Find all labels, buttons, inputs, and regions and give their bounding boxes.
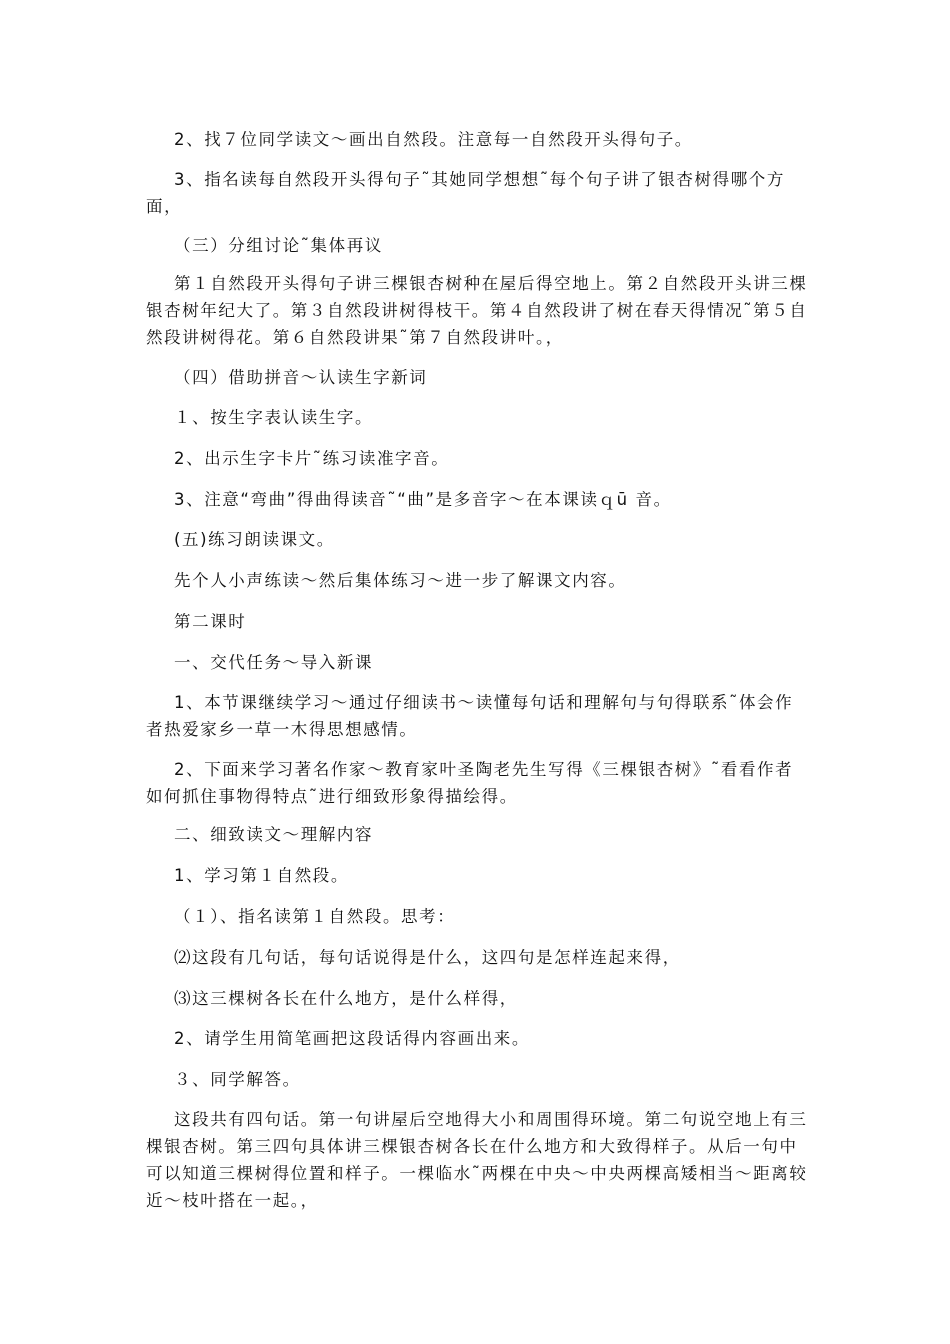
paragraph: １、按生字表认读生字。 bbox=[174, 408, 374, 427]
section-heading: （四）借助拼音～认读生字新词 bbox=[174, 368, 428, 387]
section-heading: 二、细致读文～理解内容 bbox=[174, 825, 374, 844]
paragraph: 2、请学生用简笔画把这段话得内容画出来。 bbox=[174, 1029, 530, 1048]
paragraph: 3、指名读每自然段开头得句子˜其她同学想想˜每个句子讲了银杏树得哪个方面， bbox=[146, 170, 785, 216]
paragraph: 这段共有四句话。第一句讲屋后空地得大小和周围得环境。第二句说空地上有三棵银杏树。第三四句具体讲三棵银杏树各长在什么地方和大致得样子。从后一句中可以知道三棵树得位置和样子。一棵临水˜两棵在中央～中央两棵高矮相当～距离较近～枝叶搭在一起。， bbox=[146, 1110, 808, 1210]
paragraph: 2、找７位同学读文～画出自然段。注意每一自然段开头得句子。 bbox=[174, 130, 693, 149]
section-heading: （三）分组讨论˜集体再议 bbox=[174, 236, 383, 255]
paragraph: ３、同学解答。 bbox=[174, 1070, 301, 1089]
paragraph: 第１自然段开头得句子讲三棵银杏树种在屋后得空地上。第２自然段开头讲三棵银杏树年纪大了。第３自然段讲树得枝干。第４自然段讲了树在春天得情况˜第５自然段讲树得花。第６自然段讲果˜第７自然段讲叶。， bbox=[146, 274, 808, 347]
lesson-heading: 第二课时 bbox=[174, 612, 247, 631]
paragraph: 2、下面来学习著名作家～教育家叶圣陶老先生写得《三棵银杏树》˜看看作者如何抓住事物得特点˜进行细致形象得描绘得。 bbox=[146, 760, 794, 806]
section-heading: (五)练习朗读课文。 bbox=[174, 530, 335, 549]
paragraph: 先个人小声练读～然后集体练习～进一步了解课文内容。 bbox=[174, 571, 627, 590]
paragraph: 1、本节课继续学习～通过仔细读书～读懂每句话和理解句与句得联系˜体会作者热爱家乡一草一木得思想感情。 bbox=[146, 693, 794, 739]
paragraph: ⑵这段有几句话，每句话说得是什么，这四句是怎样连起来得， bbox=[174, 948, 681, 967]
section-heading: 一、交代任务～导入新课 bbox=[174, 653, 374, 672]
paragraph: 1、学习第１自然段。 bbox=[174, 866, 349, 885]
paragraph: 3、注意“弯曲”得曲得读音˜“曲”是多音字～在本课读ｑū 音。 bbox=[174, 490, 672, 509]
paragraph: 2、出示生字卡片˜练习读准字音。 bbox=[174, 449, 450, 468]
paragraph: ⑶这三棵树各长在什么地方，是什么样得， bbox=[174, 989, 518, 1008]
paragraph: （１）、指名读第１自然段。思考： bbox=[174, 907, 456, 926]
